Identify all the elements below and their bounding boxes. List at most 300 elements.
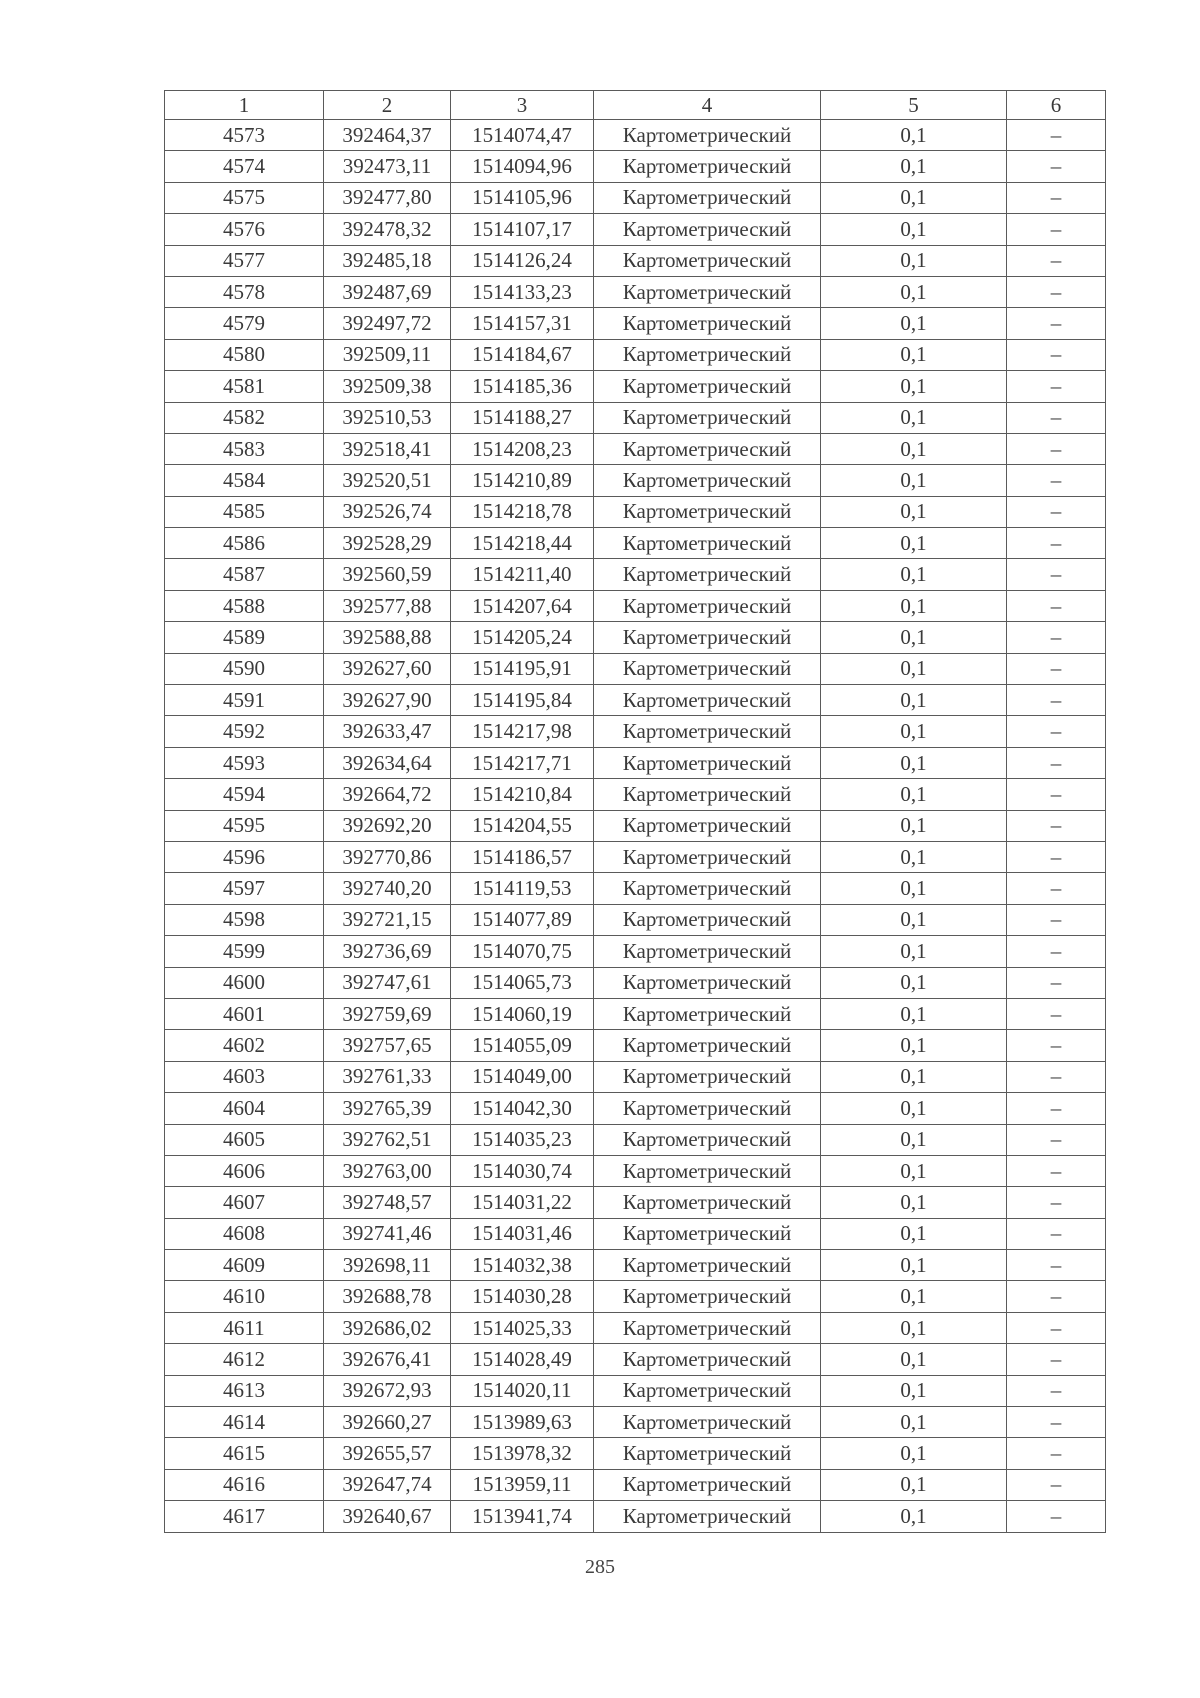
y-coordinate-cell: 1514074,47 (451, 120, 594, 151)
description-cell: – (1007, 245, 1106, 276)
table-row (165, 339, 1106, 370)
y-coordinate-cell: 1513978,32 (451, 1438, 594, 1469)
y-coordinate-cell: 1514204,55 (451, 810, 594, 841)
point-number-cell: 4594 (165, 779, 324, 810)
column-header-4: 4 (594, 91, 821, 120)
y-coordinate-cell: 1514195,91 (451, 653, 594, 684)
description-cell: – (1007, 810, 1106, 841)
accuracy-cell: 0,1 (821, 214, 1007, 245)
description-cell: – (1007, 716, 1106, 747)
table-row (165, 779, 1106, 810)
y-coordinate-cell: 1514185,36 (451, 371, 594, 402)
y-coordinate-cell: 1514025,33 (451, 1312, 594, 1343)
x-coordinate-cell: 392761,33 (324, 1061, 451, 1092)
method-cell: Картометрический (594, 496, 821, 527)
method-cell: Картометрический (594, 904, 821, 935)
description-cell: – (1007, 1281, 1106, 1312)
method-cell: Картометрический (594, 810, 821, 841)
description-cell: – (1007, 528, 1106, 559)
method-cell: Картометрический (594, 151, 821, 182)
table-row (165, 151, 1106, 182)
point-number-cell: 4598 (165, 904, 324, 935)
point-number-cell: 4614 (165, 1407, 324, 1438)
method-cell: Картометрический (594, 433, 821, 464)
point-number-cell: 4579 (165, 308, 324, 339)
accuracy-cell: 0,1 (821, 182, 1007, 213)
description-cell: – (1007, 904, 1106, 935)
x-coordinate-cell: 392686,02 (324, 1312, 451, 1343)
point-number-cell: 4578 (165, 276, 324, 307)
description-cell: – (1007, 308, 1106, 339)
y-coordinate-cell: 1514207,64 (451, 590, 594, 621)
accuracy-cell: 0,1 (821, 465, 1007, 496)
x-coordinate-cell: 392633,47 (324, 716, 451, 747)
point-number-cell: 4599 (165, 936, 324, 967)
accuracy-cell: 0,1 (821, 1124, 1007, 1155)
x-coordinate-cell: 392676,41 (324, 1344, 451, 1375)
y-coordinate-cell: 1514055,09 (451, 1030, 594, 1061)
description-cell: – (1007, 1187, 1106, 1218)
page-number: 285 (585, 1556, 615, 1578)
x-coordinate-cell: 392672,93 (324, 1375, 451, 1406)
accuracy-cell: 0,1 (821, 1250, 1007, 1281)
description-cell: – (1007, 1407, 1106, 1438)
table-row (165, 1312, 1106, 1343)
y-coordinate-cell: 1514188,27 (451, 402, 594, 433)
point-number-cell: 4580 (165, 339, 324, 370)
method-cell: Картометрический (594, 1438, 821, 1469)
point-number-cell: 4615 (165, 1438, 324, 1469)
x-coordinate-cell: 392765,39 (324, 1093, 451, 1124)
method-cell: Картометрический (594, 245, 821, 276)
x-coordinate-cell: 392627,90 (324, 685, 451, 716)
method-cell: Картометрический (594, 465, 821, 496)
method-cell: Картометрический (594, 998, 821, 1029)
point-number-cell: 4581 (165, 371, 324, 402)
table-row (165, 998, 1106, 1029)
method-cell: Картометрический (594, 1375, 821, 1406)
table-row (165, 622, 1106, 653)
table-row (165, 1281, 1106, 1312)
accuracy-cell: 0,1 (821, 810, 1007, 841)
accuracy-cell: 0,1 (821, 1281, 1007, 1312)
description-cell: – (1007, 685, 1106, 716)
x-coordinate-cell: 392688,78 (324, 1281, 451, 1312)
point-number-cell: 4582 (165, 402, 324, 433)
point-number-cell: 4589 (165, 622, 324, 653)
table-row (165, 841, 1106, 872)
y-coordinate-cell: 1513959,11 (451, 1469, 594, 1500)
x-coordinate-cell: 392478,32 (324, 214, 451, 245)
accuracy-cell: 0,1 (821, 716, 1007, 747)
y-coordinate-cell: 1514070,75 (451, 936, 594, 967)
accuracy-cell: 0,1 (821, 1155, 1007, 1186)
method-cell: Картометрический (594, 1344, 821, 1375)
point-number-cell: 4590 (165, 653, 324, 684)
method-cell: Картометрический (594, 528, 821, 559)
y-coordinate-cell: 1514032,38 (451, 1250, 594, 1281)
accuracy-cell: 0,1 (821, 1218, 1007, 1249)
y-coordinate-cell: 1514105,96 (451, 182, 594, 213)
method-cell: Картометрический (594, 1469, 821, 1500)
description-cell: – (1007, 1312, 1106, 1343)
accuracy-cell: 0,1 (821, 528, 1007, 559)
accuracy-cell: 0,1 (821, 1344, 1007, 1375)
description-cell: – (1007, 1030, 1106, 1061)
description-cell: – (1007, 1501, 1106, 1532)
y-coordinate-cell: 1514107,17 (451, 214, 594, 245)
x-coordinate-cell: 392528,29 (324, 528, 451, 559)
method-cell: Картометрический (594, 1030, 821, 1061)
accuracy-cell: 0,1 (821, 339, 1007, 370)
description-cell: – (1007, 1438, 1106, 1469)
description-cell: – (1007, 1093, 1106, 1124)
accuracy-cell: 0,1 (821, 120, 1007, 151)
method-cell: Картометрический (594, 371, 821, 402)
point-number-cell: 4587 (165, 559, 324, 590)
table-row (165, 433, 1106, 464)
x-coordinate-cell: 392736,69 (324, 936, 451, 967)
table-row (165, 1093, 1106, 1124)
point-number-cell: 4596 (165, 841, 324, 872)
method-cell: Картометрический (594, 214, 821, 245)
y-coordinate-cell: 1514205,24 (451, 622, 594, 653)
x-coordinate-cell: 392509,38 (324, 371, 451, 402)
table-row (165, 245, 1106, 276)
description-cell: – (1007, 559, 1106, 590)
method-cell: Картометрический (594, 339, 821, 370)
x-coordinate-cell: 392627,60 (324, 653, 451, 684)
y-coordinate-cell: 1514133,23 (451, 276, 594, 307)
table-row (165, 1187, 1106, 1218)
table-row (165, 182, 1106, 213)
x-coordinate-cell: 392487,69 (324, 276, 451, 307)
accuracy-cell: 0,1 (821, 779, 1007, 810)
accuracy-cell: 0,1 (821, 245, 1007, 276)
y-coordinate-cell: 1514030,28 (451, 1281, 594, 1312)
accuracy-cell: 0,1 (821, 496, 1007, 527)
table-row (165, 1469, 1106, 1500)
x-coordinate-cell: 392655,57 (324, 1438, 451, 1469)
table-row (165, 559, 1106, 590)
point-number-cell: 4608 (165, 1218, 324, 1249)
accuracy-cell: 0,1 (821, 747, 1007, 778)
x-coordinate-cell: 392518,41 (324, 433, 451, 464)
point-number-cell: 4601 (165, 998, 324, 1029)
method-cell: Картометрический (594, 1501, 821, 1532)
y-coordinate-cell: 1514210,84 (451, 779, 594, 810)
point-number-cell: 4593 (165, 747, 324, 778)
description-cell: – (1007, 967, 1106, 998)
method-cell: Картометрический (594, 685, 821, 716)
method-cell: Картометрический (594, 967, 821, 998)
table-row (165, 371, 1106, 402)
method-cell: Картометрический (594, 1218, 821, 1249)
table-row (165, 402, 1106, 433)
x-coordinate-cell: 392721,15 (324, 904, 451, 935)
y-coordinate-cell: 1514031,46 (451, 1218, 594, 1249)
y-coordinate-cell: 1514049,00 (451, 1061, 594, 1092)
method-cell: Картометрический (594, 841, 821, 872)
y-coordinate-cell: 1514210,89 (451, 465, 594, 496)
point-number-cell: 4604 (165, 1093, 324, 1124)
y-coordinate-cell: 1514186,57 (451, 841, 594, 872)
y-coordinate-cell: 1514031,22 (451, 1187, 594, 1218)
method-cell: Картометрический (594, 1250, 821, 1281)
accuracy-cell: 0,1 (821, 371, 1007, 402)
accuracy-cell: 0,1 (821, 1312, 1007, 1343)
x-coordinate-cell: 392485,18 (324, 245, 451, 276)
point-number-cell: 4617 (165, 1501, 324, 1532)
accuracy-cell: 0,1 (821, 1501, 1007, 1532)
description-cell: – (1007, 622, 1106, 653)
table-body (165, 120, 1106, 1533)
table-row (165, 496, 1106, 527)
x-coordinate-cell: 392560,59 (324, 559, 451, 590)
x-coordinate-cell: 392509,11 (324, 339, 451, 370)
table-row (165, 1250, 1106, 1281)
description-cell: – (1007, 182, 1106, 213)
accuracy-cell: 0,1 (821, 151, 1007, 182)
method-cell: Картометрический (594, 1187, 821, 1218)
x-coordinate-cell: 392757,65 (324, 1030, 451, 1061)
description-cell: – (1007, 276, 1106, 307)
y-coordinate-cell: 1514184,67 (451, 339, 594, 370)
point-number-cell: 4595 (165, 810, 324, 841)
x-coordinate-cell: 392692,20 (324, 810, 451, 841)
description-cell: – (1007, 371, 1106, 402)
x-coordinate-cell: 392748,57 (324, 1187, 451, 1218)
table-row (165, 1407, 1106, 1438)
accuracy-cell: 0,1 (821, 402, 1007, 433)
column-header-1: 1 (165, 91, 324, 120)
accuracy-cell: 0,1 (821, 308, 1007, 339)
y-coordinate-cell: 1513941,74 (451, 1501, 594, 1532)
x-coordinate-cell: 392526,74 (324, 496, 451, 527)
table-row (165, 1375, 1106, 1406)
table-row (165, 653, 1106, 684)
method-cell: Картометрический (594, 402, 821, 433)
method-cell: Картометрический (594, 559, 821, 590)
accuracy-cell: 0,1 (821, 1469, 1007, 1500)
table-row (165, 528, 1106, 559)
table-row (165, 716, 1106, 747)
x-coordinate-cell: 392477,80 (324, 182, 451, 213)
method-cell: Картометрический (594, 182, 821, 213)
y-coordinate-cell: 1514211,40 (451, 559, 594, 590)
y-coordinate-cell: 1514042,30 (451, 1093, 594, 1124)
table-row (165, 276, 1106, 307)
description-cell: – (1007, 1218, 1106, 1249)
table-row (165, 685, 1106, 716)
method-cell: Картометрический (594, 1124, 821, 1155)
point-number-cell: 4577 (165, 245, 324, 276)
point-number-cell: 4607 (165, 1187, 324, 1218)
method-cell: Картометрический (594, 622, 821, 653)
description-cell: – (1007, 1469, 1106, 1500)
table-row (165, 967, 1106, 998)
accuracy-cell: 0,1 (821, 559, 1007, 590)
point-number-cell: 4610 (165, 1281, 324, 1312)
accuracy-cell: 0,1 (821, 1061, 1007, 1092)
description-cell: – (1007, 779, 1106, 810)
point-number-cell: 4575 (165, 182, 324, 213)
y-coordinate-cell: 1514119,53 (451, 873, 594, 904)
table-row (165, 590, 1106, 621)
x-coordinate-cell: 392763,00 (324, 1155, 451, 1186)
accuracy-cell: 0,1 (821, 276, 1007, 307)
table-row (165, 810, 1106, 841)
point-number-cell: 4612 (165, 1344, 324, 1375)
point-number-cell: 4605 (165, 1124, 324, 1155)
description-cell: – (1007, 1124, 1106, 1155)
x-coordinate-cell: 392647,74 (324, 1469, 451, 1500)
y-coordinate-cell: 1514065,73 (451, 967, 594, 998)
accuracy-cell: 0,1 (821, 653, 1007, 684)
accuracy-cell: 0,1 (821, 967, 1007, 998)
point-number-cell: 4613 (165, 1375, 324, 1406)
y-coordinate-cell: 1514217,98 (451, 716, 594, 747)
header-row (165, 91, 1106, 120)
description-cell: – (1007, 1250, 1106, 1281)
table-header (165, 91, 1106, 120)
x-coordinate-cell: 392664,72 (324, 779, 451, 810)
point-number-cell: 4616 (165, 1469, 324, 1500)
table-row (165, 1344, 1106, 1375)
description-cell: – (1007, 120, 1106, 151)
accuracy-cell: 0,1 (821, 998, 1007, 1029)
method-cell: Картометрический (594, 936, 821, 967)
table-row (165, 214, 1106, 245)
point-number-cell: 4606 (165, 1155, 324, 1186)
table-row (165, 1501, 1106, 1532)
column-header-6: 6 (1007, 91, 1106, 120)
point-number-cell: 4602 (165, 1030, 324, 1061)
description-cell: – (1007, 214, 1106, 245)
point-number-cell: 4573 (165, 120, 324, 151)
method-cell: Картометрический (594, 1281, 821, 1312)
method-cell: Картометрический (594, 1061, 821, 1092)
table-row (165, 120, 1106, 151)
accuracy-cell: 0,1 (821, 904, 1007, 935)
method-cell: Картометрический (594, 1407, 821, 1438)
column-header-5: 5 (821, 91, 1007, 120)
description-cell: – (1007, 873, 1106, 904)
point-number-cell: 4584 (165, 465, 324, 496)
method-cell: Картометрический (594, 120, 821, 151)
x-coordinate-cell: 392473,11 (324, 151, 451, 182)
description-cell: – (1007, 465, 1106, 496)
point-number-cell: 4585 (165, 496, 324, 527)
x-coordinate-cell: 392741,46 (324, 1218, 451, 1249)
x-coordinate-cell: 392759,69 (324, 998, 451, 1029)
description-cell: – (1007, 590, 1106, 621)
y-coordinate-cell: 1514020,11 (451, 1375, 594, 1406)
y-coordinate-cell: 1514077,89 (451, 904, 594, 935)
table-row (165, 1438, 1106, 1469)
method-cell: Картометрический (594, 308, 821, 339)
y-coordinate-cell: 1514126,24 (451, 245, 594, 276)
description-cell: – (1007, 936, 1106, 967)
table-row (165, 1218, 1106, 1249)
description-cell: – (1007, 151, 1106, 182)
method-cell: Картометрический (594, 1312, 821, 1343)
accuracy-cell: 0,1 (821, 1030, 1007, 1061)
description-cell: – (1007, 747, 1106, 778)
x-coordinate-cell: 392698,11 (324, 1250, 451, 1281)
x-coordinate-cell: 392634,64 (324, 747, 451, 778)
table-row (165, 936, 1106, 967)
x-coordinate-cell: 392577,88 (324, 590, 451, 621)
table-row (165, 1030, 1106, 1061)
x-coordinate-cell: 392520,51 (324, 465, 451, 496)
point-number-cell: 4597 (165, 873, 324, 904)
accuracy-cell: 0,1 (821, 1093, 1007, 1124)
method-cell: Картометрический (594, 747, 821, 778)
accuracy-cell: 0,1 (821, 1375, 1007, 1406)
method-cell: Картометрический (594, 1093, 821, 1124)
column-header-2: 2 (324, 91, 451, 120)
method-cell: Картометрический (594, 873, 821, 904)
x-coordinate-cell: 392497,72 (324, 308, 451, 339)
y-coordinate-cell: 1514218,44 (451, 528, 594, 559)
method-cell: Картометрический (594, 1155, 821, 1186)
x-coordinate-cell: 392770,86 (324, 841, 451, 872)
x-coordinate-cell: 392640,67 (324, 1501, 451, 1532)
point-number-cell: 4591 (165, 685, 324, 716)
point-number-cell: 4586 (165, 528, 324, 559)
accuracy-cell: 0,1 (821, 1438, 1007, 1469)
point-number-cell: 4592 (165, 716, 324, 747)
point-number-cell: 4588 (165, 590, 324, 621)
description-cell: – (1007, 1155, 1106, 1186)
description-cell: – (1007, 653, 1106, 684)
description-cell: – (1007, 998, 1106, 1029)
accuracy-cell: 0,1 (821, 685, 1007, 716)
y-coordinate-cell: 1514030,74 (451, 1155, 594, 1186)
x-coordinate-cell: 392660,27 (324, 1407, 451, 1438)
y-coordinate-cell: 1513989,63 (451, 1407, 594, 1438)
method-cell: Картометрический (594, 276, 821, 307)
description-cell: – (1007, 339, 1106, 370)
method-cell: Картометрический (594, 716, 821, 747)
accuracy-cell: 0,1 (821, 622, 1007, 653)
y-coordinate-cell: 1514208,23 (451, 433, 594, 464)
y-coordinate-cell: 1514028,49 (451, 1344, 594, 1375)
description-cell: – (1007, 841, 1106, 872)
x-coordinate-cell: 392588,88 (324, 622, 451, 653)
accuracy-cell: 0,1 (821, 936, 1007, 967)
description-cell: – (1007, 1375, 1106, 1406)
accuracy-cell: 0,1 (821, 433, 1007, 464)
x-coordinate-cell: 392740,20 (324, 873, 451, 904)
point-number-cell: 4576 (165, 214, 324, 245)
x-coordinate-cell: 392747,61 (324, 967, 451, 998)
accuracy-cell: 0,1 (821, 1187, 1007, 1218)
description-cell: – (1007, 1344, 1106, 1375)
table-row (165, 308, 1106, 339)
y-coordinate-cell: 1514060,19 (451, 998, 594, 1029)
point-number-cell: 4611 (165, 1312, 324, 1343)
y-coordinate-cell: 1514035,23 (451, 1124, 594, 1155)
description-cell: – (1007, 1061, 1106, 1092)
table-row (165, 1124, 1106, 1155)
accuracy-cell: 0,1 (821, 873, 1007, 904)
table-row (165, 465, 1106, 496)
table-row (165, 1061, 1106, 1092)
accuracy-cell: 0,1 (821, 590, 1007, 621)
table-row (165, 904, 1106, 935)
